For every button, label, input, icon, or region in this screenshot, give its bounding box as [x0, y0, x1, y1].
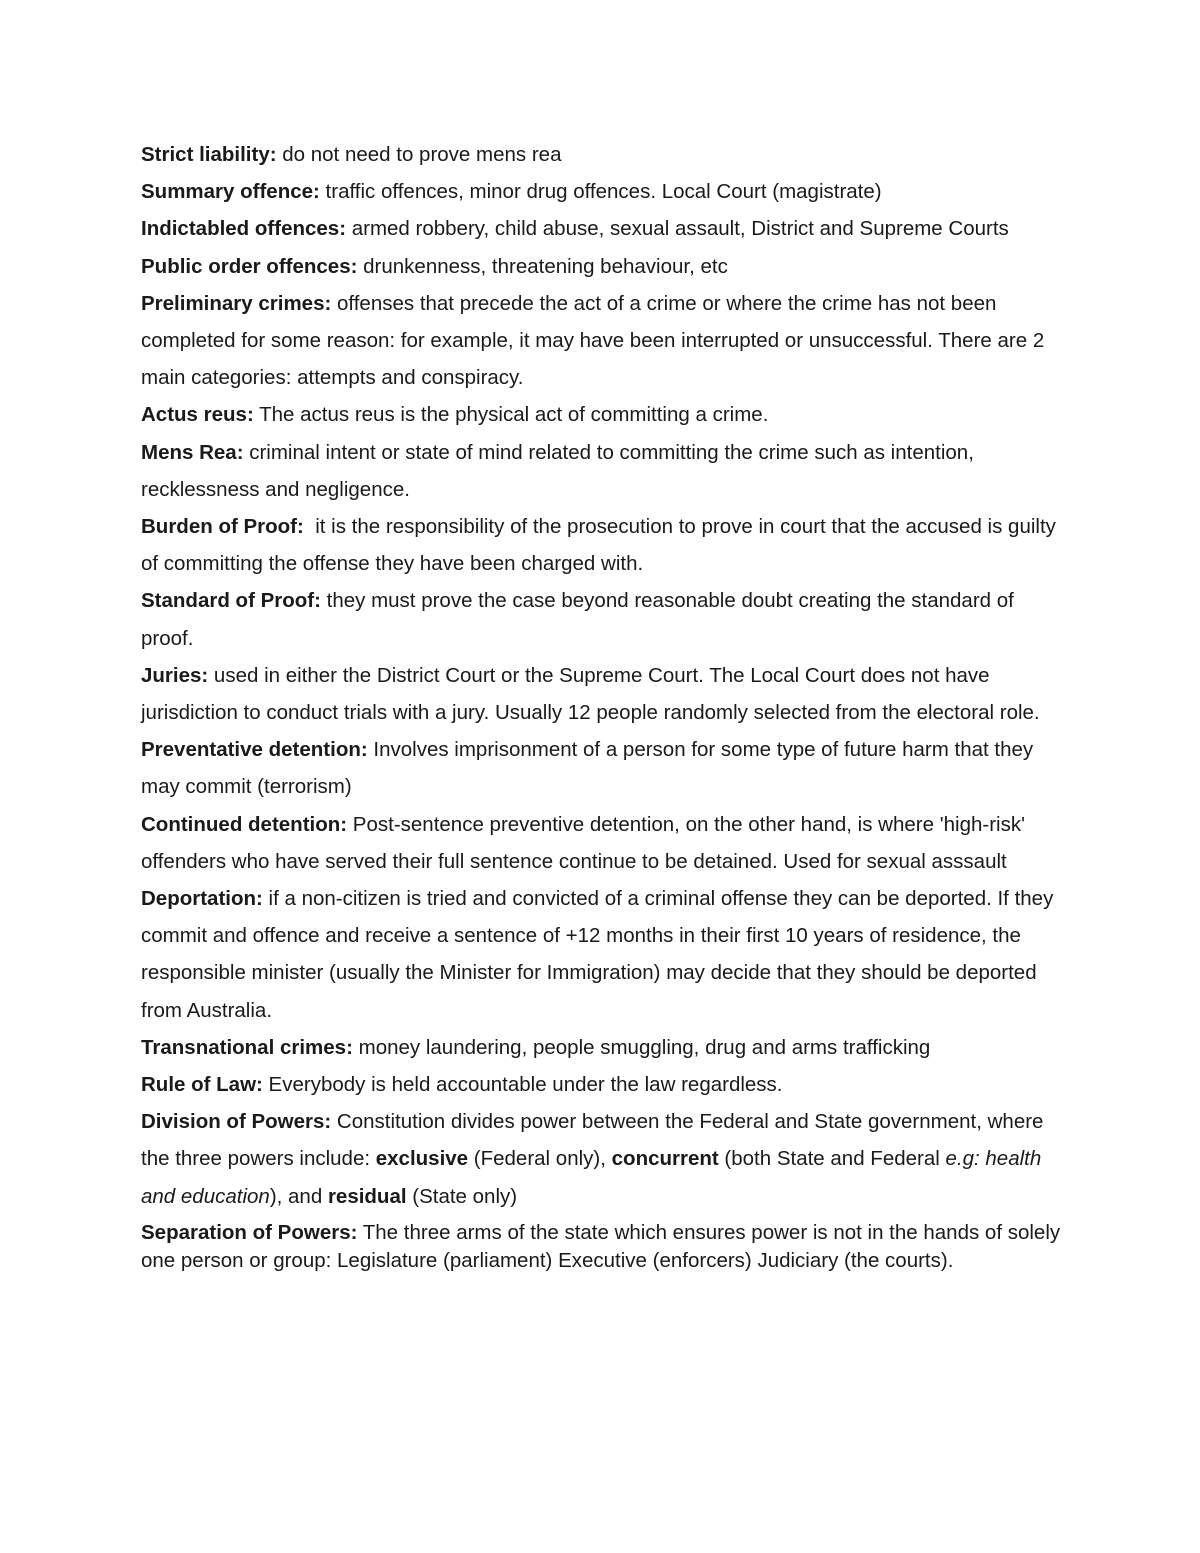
- entry-mens-rea: [141, 434, 1071, 508]
- entry-text: criminal intent or state of mind related to committing the crime such as intention, recklessness and negligence.: [141, 440, 974, 501]
- entry-preliminary-crimes: [141, 285, 1071, 397]
- entry-indictabled-offences: [141, 210, 1071, 247]
- entry-text: it is the responsibility of the prosecution to prove in court that the accused is guilty of committing the offense they have been charged with.: [141, 515, 1062, 576]
- entry-text: Constitution divides power between the Federal and State government, where the three powers include:: [141, 1110, 1044, 1171]
- entry-term: Transnational crimes:: [141, 1035, 353, 1059]
- entry-term: Standard of Proof:: [141, 589, 321, 613]
- entry-summary-offence: [141, 173, 1071, 210]
- entry-text: drunkenness, threatening behaviour, etc: [357, 254, 728, 278]
- entry-text: money laundering, people smuggling, drug and arms trafficking: [352, 1035, 931, 1059]
- entry-continued-detention: [141, 806, 1071, 880]
- entry-rule-of-law: [141, 1066, 1071, 1103]
- bold-exclusive: exclusive: [375, 1147, 469, 1171]
- entry-term: Juries:: [141, 663, 209, 687]
- entry-separation-of-powers: [141, 1219, 1071, 1275]
- entry-deportation: [141, 880, 1071, 1029]
- entry-term: Actus reus:: [141, 403, 254, 427]
- entry-text: (Federal only),: [468, 1147, 612, 1171]
- entry-text: traffic offences, minor drug offences. Local Court (magistrate): [319, 180, 882, 204]
- entry-term: Strict liability:: [141, 143, 277, 166]
- entry-text: (State only): [406, 1184, 518, 1208]
- entry-term: Indictabled offences:: [141, 217, 347, 241]
- entry-text: Post-sentence preventive detention, on the other hand, is where 'high-risk' offenders who have served their full sentence continue to be detained. Used for sexual asssault: [141, 812, 1026, 873]
- entry-text: Involves imprisonment of a person for some type of future harm that they may commit (terrorism): [141, 738, 1034, 799]
- bold-residual: residual: [327, 1184, 407, 1208]
- italic-example: e.g: health and education: [141, 1147, 1042, 1208]
- entry-term: Mens Rea:: [141, 440, 244, 464]
- entry-term: Preventative detention:: [141, 738, 368, 762]
- entry-term: Deportation:: [141, 887, 263, 911]
- entry-strict-liability: [141, 136, 1071, 173]
- entry-text: (both State and Federal: [718, 1147, 946, 1171]
- entry-preventative-detention: [141, 731, 1071, 805]
- bold-concurrent: concurrent: [611, 1147, 719, 1171]
- entry-text: offenses that precede the act of a crime or where the crime has not been completed for some reason: for example, it may have been interrupted or unsuccessful. There are 2 main categories: attempts and conspiracy.: [141, 291, 1045, 390]
- entry-term: Continued detention:: [141, 812, 348, 836]
- entry-transnational-crimes: [141, 1029, 1071, 1066]
- entry-term: Public order offences:: [141, 254, 358, 278]
- entry-public-order-offences: [141, 248, 1071, 285]
- entry-text: they must prove the case beyond reasonable doubt creating the standard of proof.: [141, 589, 1014, 650]
- entry-text: Everybody is held accountable under the law regardless.: [262, 1073, 783, 1097]
- entry-term: Preliminary crimes:: [141, 291, 332, 315]
- entry-term: Division of Powers:: [141, 1110, 332, 1134]
- entry-term: Separation of Powers:: [141, 1220, 358, 1244]
- entry-text: armed robbery, child abuse, sexual assault, District and Supreme Courts: [346, 217, 1009, 241]
- entry-actus-reus: [141, 396, 1071, 433]
- entry-term: Burden of Proof:: [141, 515, 304, 539]
- entry-text: do not need to prove mens rea: [276, 143, 562, 166]
- entry-text: if a non-citizen is tried and convicted of a criminal offense they can be deported. If they commit and offence and receive a sentence of +12 months in their first 10 years of residence, the responsible minister (usually the Minister for Immigration) may decide that they should be deported from Australia.: [141, 887, 1054, 1022]
- entry-term: Summary offence:: [141, 180, 320, 204]
- entry-juries: [141, 657, 1071, 731]
- entry-text: used in either the District Court or the Supreme Court. The Local Court does not have jurisdiction to conduct trials with a jury. Usually 12 people randomly selected from the electoral role.: [141, 663, 1040, 725]
- entry-text: ), and: [269, 1184, 328, 1208]
- entry-standard-of-proof: [141, 582, 1071, 656]
- entry-division-of-powers: [141, 1103, 1071, 1215]
- entry-text: The three arms of the state which ensures power is not in the hands of solely one person or group: Legislature (parliament) Executive (enforcers) Judiciary (the courts).: [141, 1220, 1061, 1272]
- entry-text: The actus reus is the physical act of committing a crime.: [253, 403, 769, 427]
- document-page: [141, 136, 1071, 1275]
- entry-term: Rule of Law:: [141, 1073, 263, 1097]
- entry-burden-of-proof: [141, 508, 1071, 582]
